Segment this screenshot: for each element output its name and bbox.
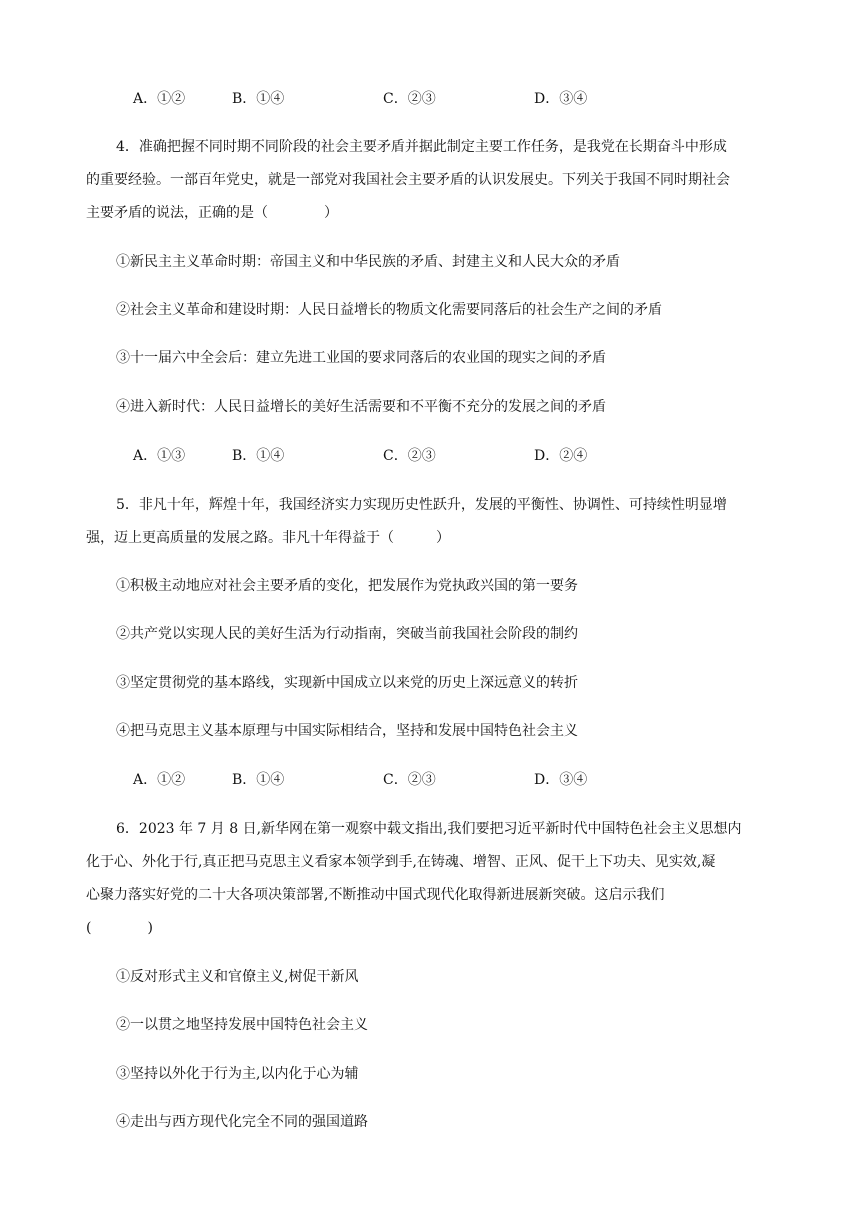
q4-item-2: ②社会主义革命和建设时期：人民日益增长的物质文化需要同落后的社会生产之间的矛盾 — [116, 302, 662, 318]
q4-option-c: C．②③ — [383, 448, 436, 464]
q3-option-d: D．③④ — [534, 91, 588, 107]
q6-stem-line-2: 化于心、外化于行,真正把马克思主义看家本领学到手,在铸魂、增智、正风、促干上下功夫、见实效,凝 — [86, 854, 716, 870]
q3-options — [0, 89, 860, 109]
q6-stem-line-1: 6．2023 年 7 月 8 日,新华网在第一观察中载文指出,我们要把习近平新时代中国特色社会主义思想内 — [116, 821, 742, 837]
q6-stem-line-3: 心聚力落实好党的二十大各项决策部署,不断推动中国式现代化取得新进展新突破。这启示我们 — [86, 887, 665, 903]
q4-option-a: A．①③ — [133, 448, 186, 464]
q6-item-1: ①反对形式主义和官僚主义,树促干新风 — [116, 969, 359, 985]
q4-item-3: ③十一届六中全会后：建立先进工业国的要求同落后的农业国的现实之间的矛盾 — [116, 350, 606, 366]
q4-stem-line-3: 主要矛盾的说法，正确的是（ ） — [86, 205, 338, 221]
q5-item-3: ③坚定贯彻党的基本路线，实现新中国成立以来党的历史上深远意义的转折 — [116, 675, 578, 691]
q6-stem-line-4: ( ) — [86, 920, 153, 936]
q4-stem-line-1: 4．准确把握不同时期不同阶段的社会主要矛盾并据此制定主要工作任务，是我党在长期奋斗中形成 — [116, 139, 727, 155]
q6-item-4: ④走出与西方现代化完全不同的强国道路 — [116, 1114, 368, 1130]
q4-options — [0, 446, 860, 466]
q4-stem-line-2: 的重要经验。一部百年党史，就是一部党对我国社会主要矛盾的认识发展史。下列关于我国不同时期社会 — [86, 172, 730, 188]
q5-item-2: ②共产党以实现人民的美好生活为行动指南，突破当前我国社会阶段的制约 — [116, 626, 578, 642]
q5-item-1: ①积极主动地应对社会主要矛盾的变化，把发展作为党执政兴国的第一要务 — [116, 578, 578, 594]
q4-item-1: ①新民主主义革命时期：帝国主义和中华民族的矛盾、封建主义和人民大众的矛盾 — [116, 254, 620, 270]
q4-option-b: B．①④ — [232, 448, 285, 464]
q5-stem-line-2: 强，迈上更高质量的发展之路。非凡十年得益于（ ） — [86, 530, 450, 546]
q4-option-d: D．②④ — [534, 448, 588, 464]
q6-item-3: ③坚持以外化于行为主,以内化于心为辅 — [116, 1066, 359, 1082]
q5-option-b: B．①④ — [232, 772, 285, 788]
q5-option-d: D．③④ — [534, 772, 588, 788]
q3-option-a: A．①② — [133, 91, 186, 107]
q5-stem-line-1: 5．非凡十年，辉煌十年，我国经济实力实现历史性跃升，发展的平衡性、协调性、可持续性明显增 — [116, 497, 727, 513]
q3-option-c: C．②③ — [383, 91, 436, 107]
q5-options — [0, 770, 860, 790]
q5-item-4: ④把马克思主义基本原理与中国实际相结合，坚持和发展中国特色社会主义 — [116, 723, 578, 739]
q5-option-a: A．①② — [133, 772, 186, 788]
q6-item-2: ②一以贯之地坚持发展中国特色社会主义 — [116, 1017, 368, 1033]
q5-option-c: C．②③ — [383, 772, 436, 788]
q4-item-4: ④进入新时代：人民日益增长的美好生活需要和不平衡不充分的发展之间的矛盾 — [116, 399, 606, 415]
q3-option-b: B．①④ — [232, 91, 285, 107]
